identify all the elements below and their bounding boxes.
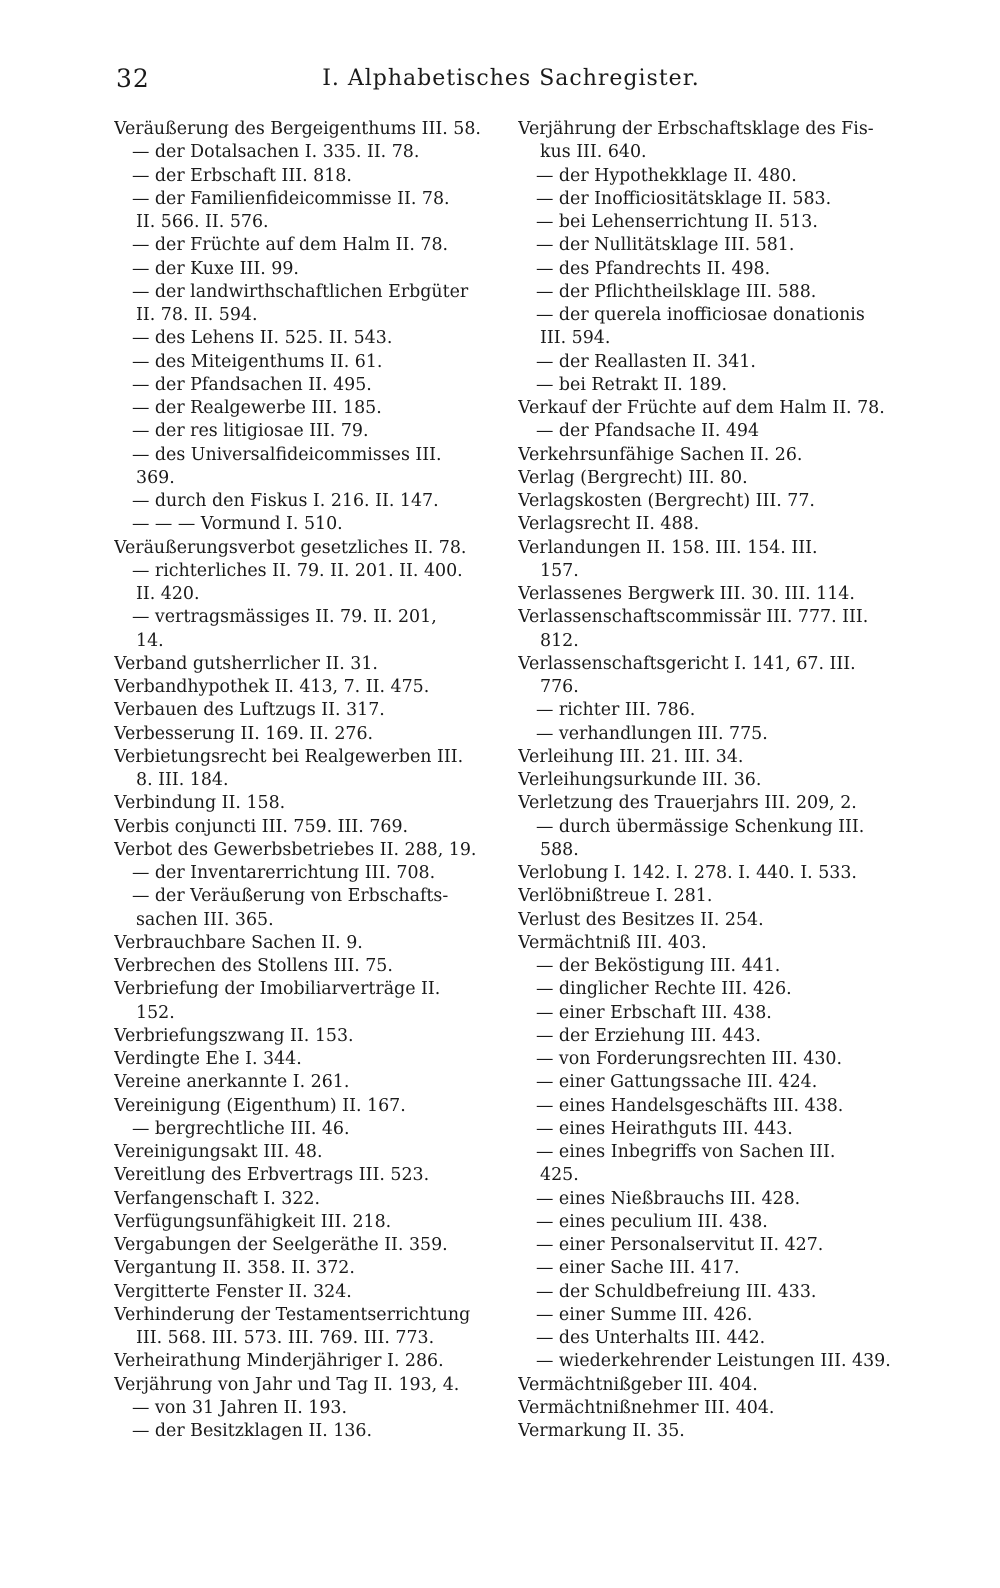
index-subentry: — — — Vormund I. 510. [132,514,343,535]
index-subentry: — bergrechtliche III. 46. [132,1118,350,1139]
index-subentry: — der Inofficiositätsklage II. 583. [536,188,832,209]
index-entry: Verfangenschaft I. 322. [114,1188,321,1209]
index-entry: Verleihungsurkunde III. 36. [518,770,762,790]
index-entry-continuation: 425. [540,1165,579,1186]
index-entry: Verbauen des Luftzugs II. 317. [114,700,385,721]
index-subentry: — einer Gattungssache III. 424. [536,1072,818,1093]
page-number: 32 [116,64,150,93]
index-entry: Verlust des Besitzes II. 254. [518,909,764,930]
index-entry: Verheirathung Minderjähriger I. 286. [114,1351,444,1372]
index-entry: Verbesserung II. 169. II. 276. [114,723,374,744]
index-entry: Vereine anerkannte I. 261. [114,1072,350,1093]
index-entry: Verjährung von Jahr und Tag II. 193, 4. [114,1374,460,1395]
index-subentry: — der Erziehung III. 443. [536,1025,761,1046]
index-subentry: — der querela inofficiosae donationis [536,305,865,325]
index-subentry: — der Pflichtheilsklage III. 588. [536,281,817,302]
index-subentry: — der Familienfideicommisse II. 78. [132,188,450,209]
index-subentry: — eines Handelsgeschäfts III. 438. [536,1095,844,1116]
index-entry: Verbriefungszwang II. 153. [114,1025,354,1046]
index-entry: Verdingte Ehe I. 344. [114,1049,302,1069]
index-entry: Vergabungen der Seelgeräthe II. 359. [114,1235,448,1255]
index-entry-continuation: kus III. 640. [540,142,647,163]
index-subentry: — der Hypothekklage II. 480. [536,165,797,186]
index-subentry: — vertragsmässiges II. 79. II. 201, [132,607,437,628]
index-entry-continuation: III. 594. [540,328,611,349]
index-subentry: — eines Inbegriffs von Sachen III. [536,1142,836,1162]
index-subentry: — der Beköstigung III. 441. [536,956,781,976]
index-entry: Verletzung des Trauerjahrs III. 209, 2. [518,793,857,814]
index-entry: Verlag (Bergrecht) III. 80. [518,467,748,488]
index-column-left [114,118,500,1443]
index-entry-continuation: 776. [540,677,579,697]
index-subentry: — durch übermässige Schenkung III. [536,816,865,837]
index-subentry: — der Veräußerung von Erbschafts- [132,886,449,907]
index-subentry: — eines peculium III. 438. [536,1211,768,1232]
index-subentry: — bei Lehenserrichtung II. 513. [536,212,818,232]
index-entry: Vereinigung (Eigenthum) II. 167. [114,1095,406,1116]
index-entry-continuation: 152. [136,1002,175,1023]
index-subentry: — der res litigiosae III. 79. [132,421,369,442]
index-subentry: — der Reallasten II. 341. [536,351,756,372]
index-subentry: — einer Sache III. 417. [536,1258,740,1279]
index-entry: Verlagskosten (Bergrecht) III. 77. [518,491,815,511]
index-subentry: — durch den Fiskus I. 216. II. 147. [132,491,439,511]
index-subentry: — richter III. 786. [536,700,696,721]
index-subentry: — der Pfandsache II. 494 [536,421,760,442]
index-entry-continuation: 8. III. 184. [136,770,229,790]
index-column-right [518,118,910,1443]
index-entry-continuation: 588. [540,839,579,860]
index-entry: Vereitlung des Erbvertrags III. 523. [114,1165,430,1186]
index-subentry: — einer Summe III. 426. [536,1304,753,1325]
index-entry-continuation: 14. [136,630,164,651]
index-subentry: — eines Nießbrauchs III. 428. [536,1188,801,1209]
index-entry: Verbis conjuncti III. 759. III. 769. [114,816,409,837]
index-entry: Vermächtnißnehmer III. 404. [518,1397,775,1418]
index-subentry: — der Pfandsachen II. 495. [132,374,372,395]
index-entry: Vereinigungsakt III. 48. [114,1142,323,1162]
index-entry-continuation: 812. [540,630,579,651]
index-subentry: — dinglicher Rechte III. 426. [536,979,792,1000]
page-header [116,64,906,98]
index-entry-continuation: II. 566. II. 576. [136,212,269,232]
index-entry-continuation: III. 568. III. 573. III. 769. III. 773. [136,1328,435,1348]
index-entry: Verleihung III. 21. III. 34. [518,746,744,767]
index-subentry: — der Kuxe III. 99. [132,258,299,279]
index-entry-continuation: 369. [136,467,175,488]
index-entry: Verlobung I. 142. I. 278. I. 440. I. 533. [518,863,857,883]
index-entry: Vergantung II. 358. II. 372. [114,1258,355,1279]
index-subentry: — der Nullitätsklage III. 581. [536,235,795,256]
index-entry: Verlandungen II. 158. III. 154. III. [518,537,818,558]
index-entry: Verbrechen des Stollens III. 75. [114,956,393,976]
index-subentry: — von 31 Jahren II. 193. [132,1397,347,1418]
index-entry: Verlassenschaftscommissär III. 777. III. [518,607,869,628]
index-entry-continuation: II. 420. [136,584,200,604]
index-entry: Verfügungsunfähigkeit III. 218. [114,1211,392,1232]
index-subentry: — einer Erbschaft III. 438. [536,1002,772,1023]
index-subentry: — der Besitzklagen II. 136. [132,1421,373,1441]
index-entry: Verband gutsherrlicher II. 31. [114,653,378,674]
index-entry: Vermächtniß III. 403. [518,932,707,953]
index-subentry: — des Unterhalts III. 442. [536,1328,766,1348]
index-entry: Verbot des Gewerbsbetriebes II. 288, 19. [114,839,477,860]
index-subentry: — verhandlungen III. 775. [536,723,768,744]
index-entry: Verjährung der Erbschaftsklage des Fis- [518,119,874,139]
index-entry: Veräußerungsverbot gesetzliches II. 78. [114,537,467,558]
index-entry: Verhinderung der Testamentserrichtung [114,1304,471,1325]
index-subentry: — wiederkehrender Leistungen III. 439. [536,1351,891,1372]
index-subentry: — einer Personalservitut II. 427. [536,1235,824,1255]
index-subentry: — des Universalfideicommisses III. [132,444,442,465]
index-entry: Verlassenes Bergwerk III. 30. III. 114. [518,584,855,604]
index-entry: Verbandhypothek II. 413, 7. II. 475. [114,677,430,697]
index-entry-continuation: 157. [540,560,579,581]
index-entry: Verlassenschaftsgericht I. 141, 67. III. [518,653,856,674]
index-subentry: — des Lehens II. 525. II. 543. [132,328,393,349]
index-subentry: — der Schuldbefreiung III. 433. [536,1281,817,1302]
running-title: I. Alphabetisches Sachregister. [322,66,700,91]
index-entry: Vergitterte Fenster II. 324. [114,1281,352,1302]
index-subentry: — der Realgewerbe III. 185. [132,398,382,418]
index-entry: Vermächtnißgeber III. 404. [518,1374,758,1395]
index-subentry: — des Pfandrechts II. 498. [536,258,771,279]
index-subentry: — des Miteigenthums II. 61. [132,351,383,372]
index-subentry: — der Früchte auf dem Halm II. 78. [132,235,449,256]
index-subentry: — eines Heirathguts III. 443. [536,1118,793,1139]
index-entry: Verbriefung der Imobiliarverträge II. [114,979,441,1000]
index-subentry: — der landwirthschaftlichen Erbgüter [132,281,469,302]
index-entry-continuation: sachen III. 365. [136,909,274,930]
index-entry: Verlöbnißtreue I. 281. [518,886,713,907]
index-subentry: — der Dotalsachen I. 335. II. 78. [132,142,420,163]
index-subentry: — bei Retrakt II. 189. [536,374,728,395]
index-entry: Verbrauchbare Sachen II. 9. [114,932,363,953]
index-entry: Verbindung II. 158. [114,793,286,814]
index-entry-continuation: II. 78. II. 594. [136,305,258,325]
index-subentry: — richterliches II. 79. II. 201. II. 400. [132,560,463,581]
index-subentry: — der Erbschaft III. 818. [132,165,352,186]
index-subentry: — der Inventarerrichtung III. 708. [132,863,436,883]
index-entry: Verbietungsrecht bei Realgewerben III. [114,746,464,767]
index-entry: Verkehrsunfähige Sachen II. 26. [518,444,803,465]
index-entry: Veräußerung des Bergeigenthums III. 58. [114,119,481,139]
index-entry: Verkauf der Früchte auf dem Halm II. 78. [518,398,885,418]
index-entry: Vermarkung II. 35. [518,1421,685,1441]
index-subentry: — von Forderungsrechten III. 430. [536,1049,842,1069]
index-entry: Verlagsrecht II. 488. [518,514,700,535]
